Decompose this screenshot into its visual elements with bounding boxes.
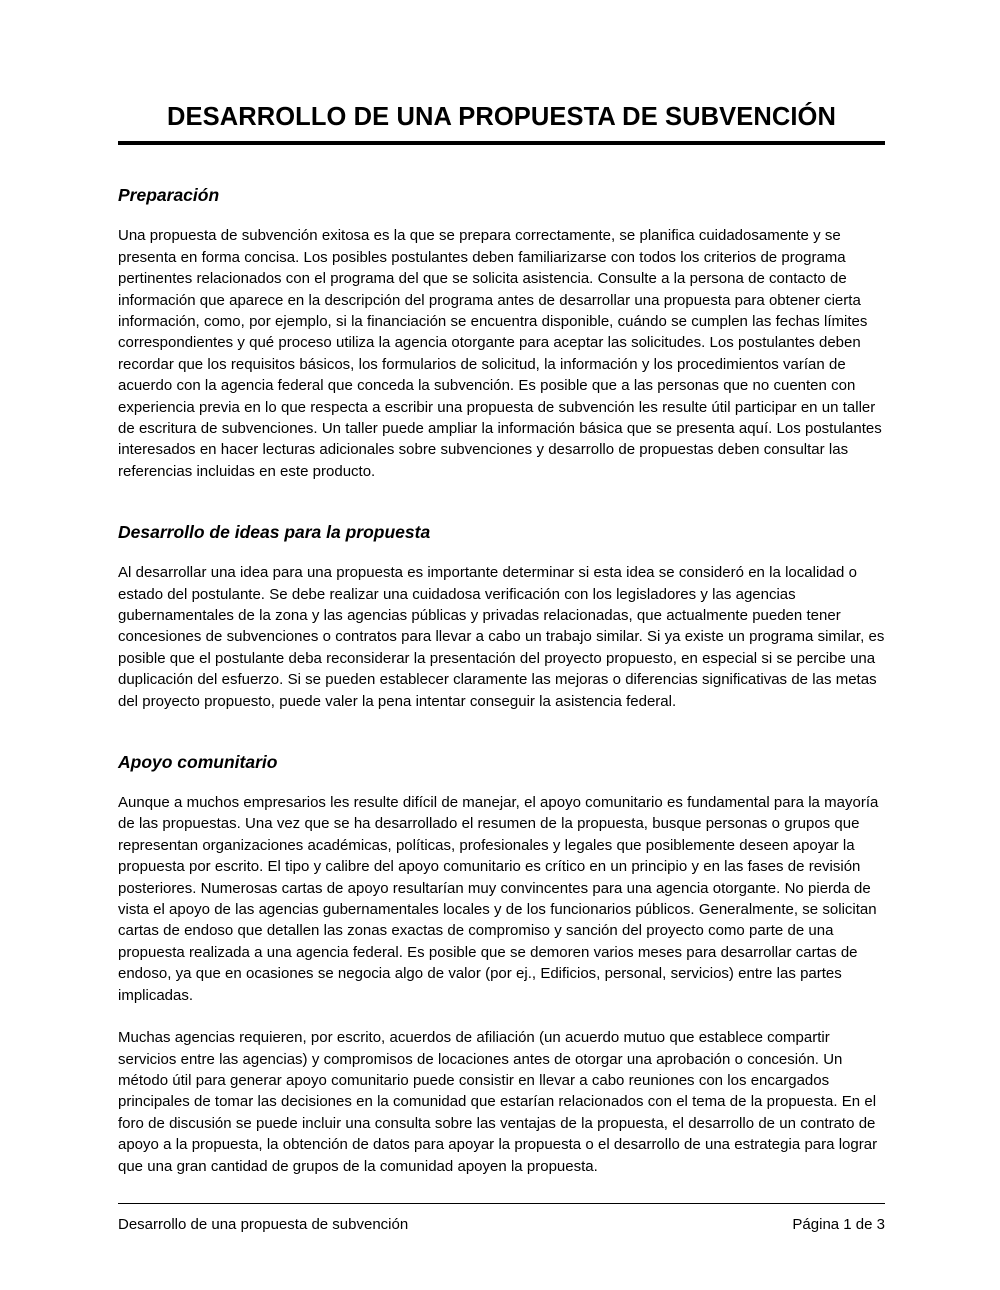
footer-divider (118, 1203, 885, 1204)
document-content (118, 0, 885, 1177)
section-heading-apoyo-comunitario: Apoyo comunitario (118, 752, 278, 773)
paragraph: Muchas agencias requieren, por escrito, acuerdos de afiliación (un acuerdo mutuo que establece compartir servicios entre las agencias) y compromisos de locaciones antes de otorgar una aprobación o concesión. Un método útil para generar apoyo comunitario puede consistir en llevar a cabo reuniones con los encargados principales de tomar las decisiones en la comunidad que estarían relacionados con el tema de la propuesta. En el foro de discusión se puede incluir una consulta sobre las ventajas de la propuesta, el desarrollo de un contrato de apoyo a la propuesta, la obtención de datos para apoyar la propuesta o el desarrollo de una estrategia para lograr que una gran cantidad de grupos de la comunidad apoyen la propuesta. (118, 1029, 878, 1175)
paragraph: Aunque a muchos empresarios les resulte difícil de manejar, el apoyo comunitario es fundamental para la mayoría de las propuestas. Una vez que se ha desarrollado el resumen de la propuesta, busque personas o grupos que representan organizaciones académicas, políticas, profesionales y legales que posiblemente deseen apoyar la propuesta por escrito. El tipo y calibre del apoyo comunitario es crítico en un principio y en las fases de revisión posteriores. Numerosas cartas de apoyo resultarían muy convincentes para una agencia otorgante. No pierda de vista el apoyo de las agencias gubernamentales locales y de los funcionarios públicos. Generalmente, se solicitan cartas de endoso que detallen las zonas exactas de compromiso y sanción del proyecto como parte de una propuesta realizada a una agencia federal. Es posible que se demoren varios meses para desarrollar cartas de endoso, ya que en ocasiones se negocia algo de valor (por ej., Edificios, personal, servicios) entre las partes implicadas. (118, 794, 879, 1004)
paragraph: Al desarrollar una idea para una propuesta es importante determinar si esta idea se consideró en la localidad o estado del postulante. Se debe realizar una cuidadosa verificación con los legisladores y las agencias gubernamentales de la zona y las agencias públicas y privadas relacionadas, que actualmente pueden tener concesiones de subvenciones o contratos para llevar a cabo un trabajo similar. Si ya existe un programa similar, es posible que el postulante deba reconsiderar la presentación del proyecto propuesto, en especial si se percibe una duplicación del esfuerzo. Si se pueden establecer claramente las mejoras o diferencias significativas de las metas del proyecto propuesto, puede valer la pena intentar conseguir la asistencia federal. (118, 564, 885, 710)
paragraph: Una propuesta de subvención exitosa es la que se prepara correctamente, se planifica cuidadosamente y se presenta en forma concisa. Los posibles postulantes deben familiarizarse con todos los criterios de programa pertinentes relacionados con el programa del que se solicita asistencia. Consulte a la persona de contacto de información que aparece en la descripción del programa antes de desarrollar una propuesta para obtener cierta información, como, por ejemplo, si la financiación se encuentra disponible, cuándo se cumplen las fechas límites correspondientes y qué proceso utiliza la agencia otorgante para aceptar las solicitudes. Los postulantes deben recordar que los requisitos básicos, los formularios de solicitud, la información y los procedimientos varían de acuerdo con la agencia federal que conceda la subvención. Es posible que a las personas que no cuenten con experiencia previa en lo que respecta a escribir una propuesta de subvención les resulte útil participar en un taller de escritura de subvenciones. Un taller puede ampliar la información básica que se presenta aquí. Los postulantes interesados en hacer lecturas adicionales sobre subvenciones y desarrollo de propuestas deben consultar las referencias incluidas en este producto. (118, 227, 882, 480)
section-heading-preparacion: Preparación (118, 185, 220, 206)
footer-page-number: Página 1 de 3 (792, 1216, 885, 1233)
section-heading-desarrollo-de-ideas: Desarrollo de ideas para la propuesta (118, 522, 431, 543)
page-footer (118, 1203, 885, 1234)
section-desarrollo-de-ideas (118, 522, 885, 712)
section-apoyo-comunitario (118, 752, 885, 1177)
section-preparacion (118, 185, 885, 482)
footer-document-name: Desarrollo de una propuesta de subvención (118, 1216, 409, 1233)
title-divider (118, 141, 885, 145)
page-title: DESARROLLO DE UNA PROPUESTA DE SUBVENCIÓN (166, 103, 837, 131)
footer-row (118, 1216, 885, 1234)
